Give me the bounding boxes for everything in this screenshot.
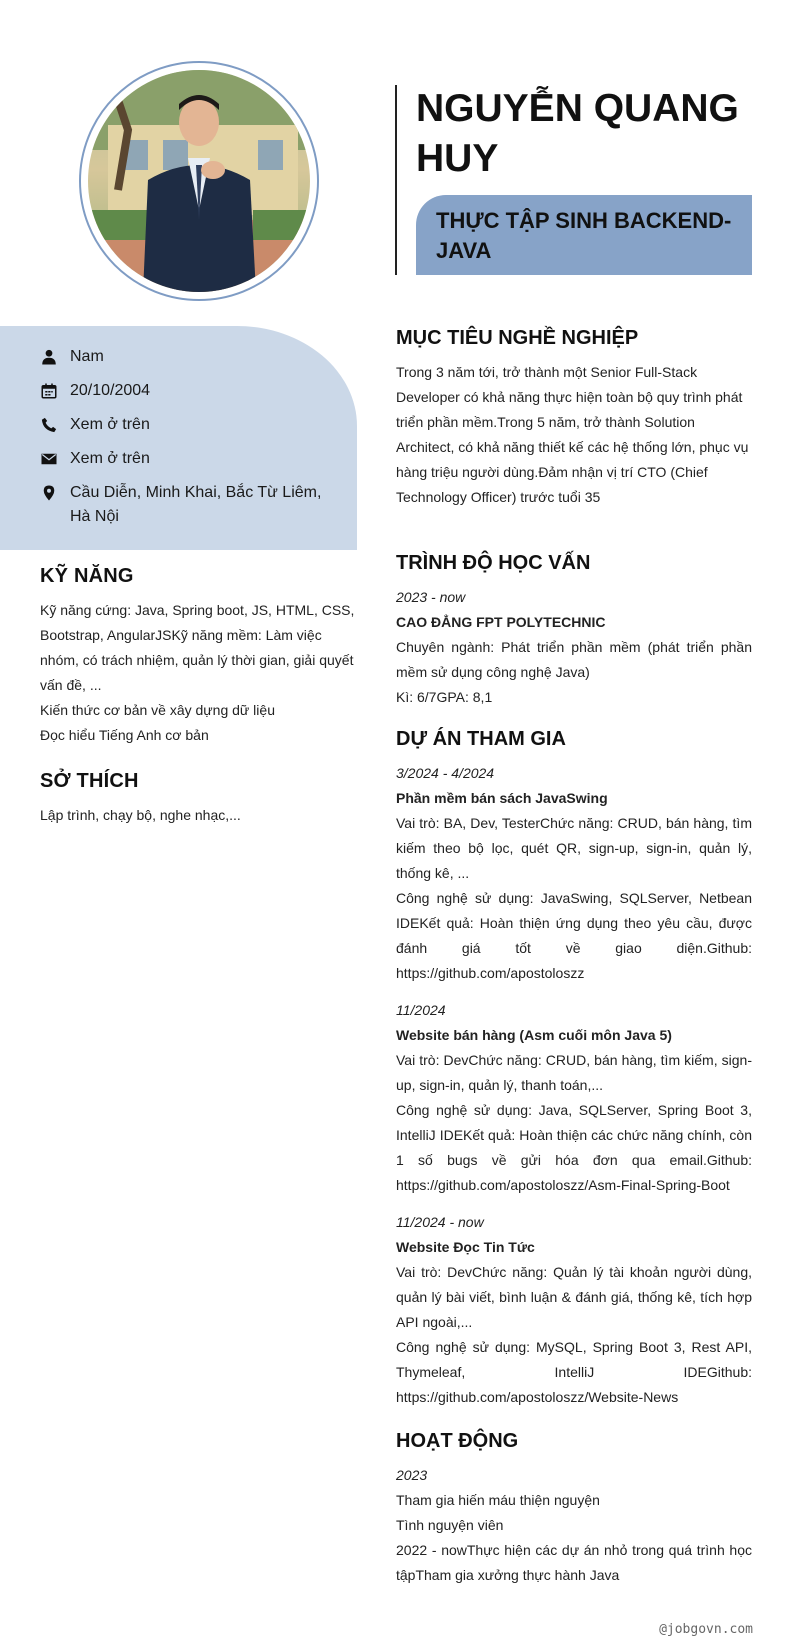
contact-text: Cầu Diễn, Minh Khai, Bắc Từ Liêm, Hà Nội [70,484,322,525]
project-item [396,998,752,1198]
mail-icon [40,447,70,471]
objective-title: MỤC TIÊU NGHỀ NGHIỆP [396,327,639,349]
activities-period: 2023 [396,1467,428,1483]
project-period: 11/2024 [396,1002,446,1018]
hobbies-text: Lập trình, chạy bộ, nghe nhạc,... [40,807,241,823]
activities-line: 2022 - nowThực hiện các dự án nhỏ trong quá trình học tậpTham gia xưởng thực hành Java [396,1542,752,1583]
contact-text: Nam [70,348,104,365]
hobbies-title: SỞ THÍCH [40,770,139,792]
project-role: Vai trò: DevChức năng: Quản lý tài khoản người dùng, quản lý bài viết, bình luận & đánh giá, thống kê, tích hợp API ngoài,... [396,1264,752,1330]
project-name: Phần mềm bán sách JavaSwing [396,790,608,806]
contact-text: Xem ở trên [70,416,150,433]
contact-address [40,481,340,529]
project-name: Website bán hàng (Asm cuối môn Java 5) [396,1027,672,1043]
contact-phone [40,413,340,437]
candidate-name: NGUYỄN QUANG HUY [416,87,739,180]
education-major: Chuyên ngành: Phát triển phần mềm (phát triển phần mềm sử dụng công nghệ Java) [396,639,752,680]
project-item [396,761,752,986]
contact-text: Xem ở trên [70,450,150,467]
education-school: CAO ĐẲNG FPT POLYTECHNIC [396,614,606,630]
project-item [396,1210,752,1410]
objective-section [396,327,752,510]
contact-list [40,345,340,539]
activities-line: Tham gia hiến máu thiện nguyện [396,1492,600,1508]
project-tech: Công nghệ sử dụng: MySQL, Spring Boot 3, Rest API, Thymeleaf, IntelliJ IDEGithub: https://github.com/apostoloszz/Website-News [396,1339,752,1405]
education-section [396,552,752,710]
activities-title: HOẠT ĐỘNG [396,1430,519,1452]
project-period: 3/2024 - 4/2024 [396,765,495,781]
project-role: Vai trò: DevChức năng: CRUD, bán hàng, tìm kiếm, sign-up, sign-in, quản lý, thanh toán,... [396,1052,752,1093]
watermark: @jobgovn.com [659,1622,753,1637]
skills-line: Đọc hiểu Tiếng Anh cơ bản [40,727,209,743]
projects-section [396,728,752,1410]
role-title: THỰC TẬP SINH BACKEND-JAVA [436,208,732,263]
project-role: Vai trò: BA, Dev, TesterChức năng: CRUD, bán hàng, tìm kiếm theo bộ lọc, quét QR, sign-up, sign-in, quản lý, thống kê, ... [396,815,752,881]
contact-gender [40,345,340,369]
objective-text: Trong 3 năm tới, trở thành một Senior Full-Stack Developer có khả năng thực hiện toàn bộ quy trình phát triển phần mềm.Trong 5 năm, trở thành Solution Architect, có khả năng thiết kế các hệ thống lớn, phục vụ hàng triệu người dùng.Đảm nhận vị trí CTO (Chief Technology Officer) trước tuổi 35 [396,364,749,505]
hobbies-section [40,770,355,828]
project-tech: Công nghệ sử dụng: JavaSwing, SQLServer, Netbean IDEKết quả: Hoàn thiện ứng dụng theo yêu cầu, được đánh giá tốt về giao diện.Github: https://github.com/apostoloszz [396,890,752,981]
education-period: 2023 - now [396,589,466,605]
activities-line: Tình nguyện viên [396,1517,504,1533]
education-grade: Kì: 6/7GPA: 8,1 [396,689,493,705]
contact-text: 20/10/2004 [70,382,151,399]
location-icon [40,481,70,505]
calendar-icon [40,379,70,403]
skills-line: Kiến thức cơ bản về xây dựng dữ liệu [40,702,275,718]
skills-section [40,565,355,748]
project-tech: Công nghệ sử dụng: Java, SQLServer, Spring Boot 3, IntelliJ IDEKết quả: Hoàn thiện các chức năng chính, còn 1 số bugs về gửi hóa đơn qua email.Github: https://github.com/apostoloszz/Asm-Final-Spring-Boot [396,1102,752,1193]
contact-email [40,447,340,471]
education-title: TRÌNH ĐỘ HỌC VẤN [396,552,591,574]
person-icon [40,345,70,369]
name-divider [395,85,397,275]
skills-title: KỸ NĂNG [40,565,134,587]
contact-birthday [40,379,340,403]
project-period: 11/2024 - now [396,1214,484,1230]
activities-section [396,1430,752,1588]
skills-line: Kỹ năng cứng: Java, Spring boot, JS, HTML, CSS, Bootstrap, AngularJSKỹ năng mềm: Làm việc nhóm, có trách nhiệm, quản lý thời gian, giải quyết vấn đề, ... [40,602,355,693]
project-name: Website Đọc Tin Tức [396,1239,535,1255]
profile-photo [88,70,310,292]
projects-title: DỰ ÁN THAM GIA [396,728,566,750]
phone-icon [40,413,70,437]
role-banner [416,195,752,275]
